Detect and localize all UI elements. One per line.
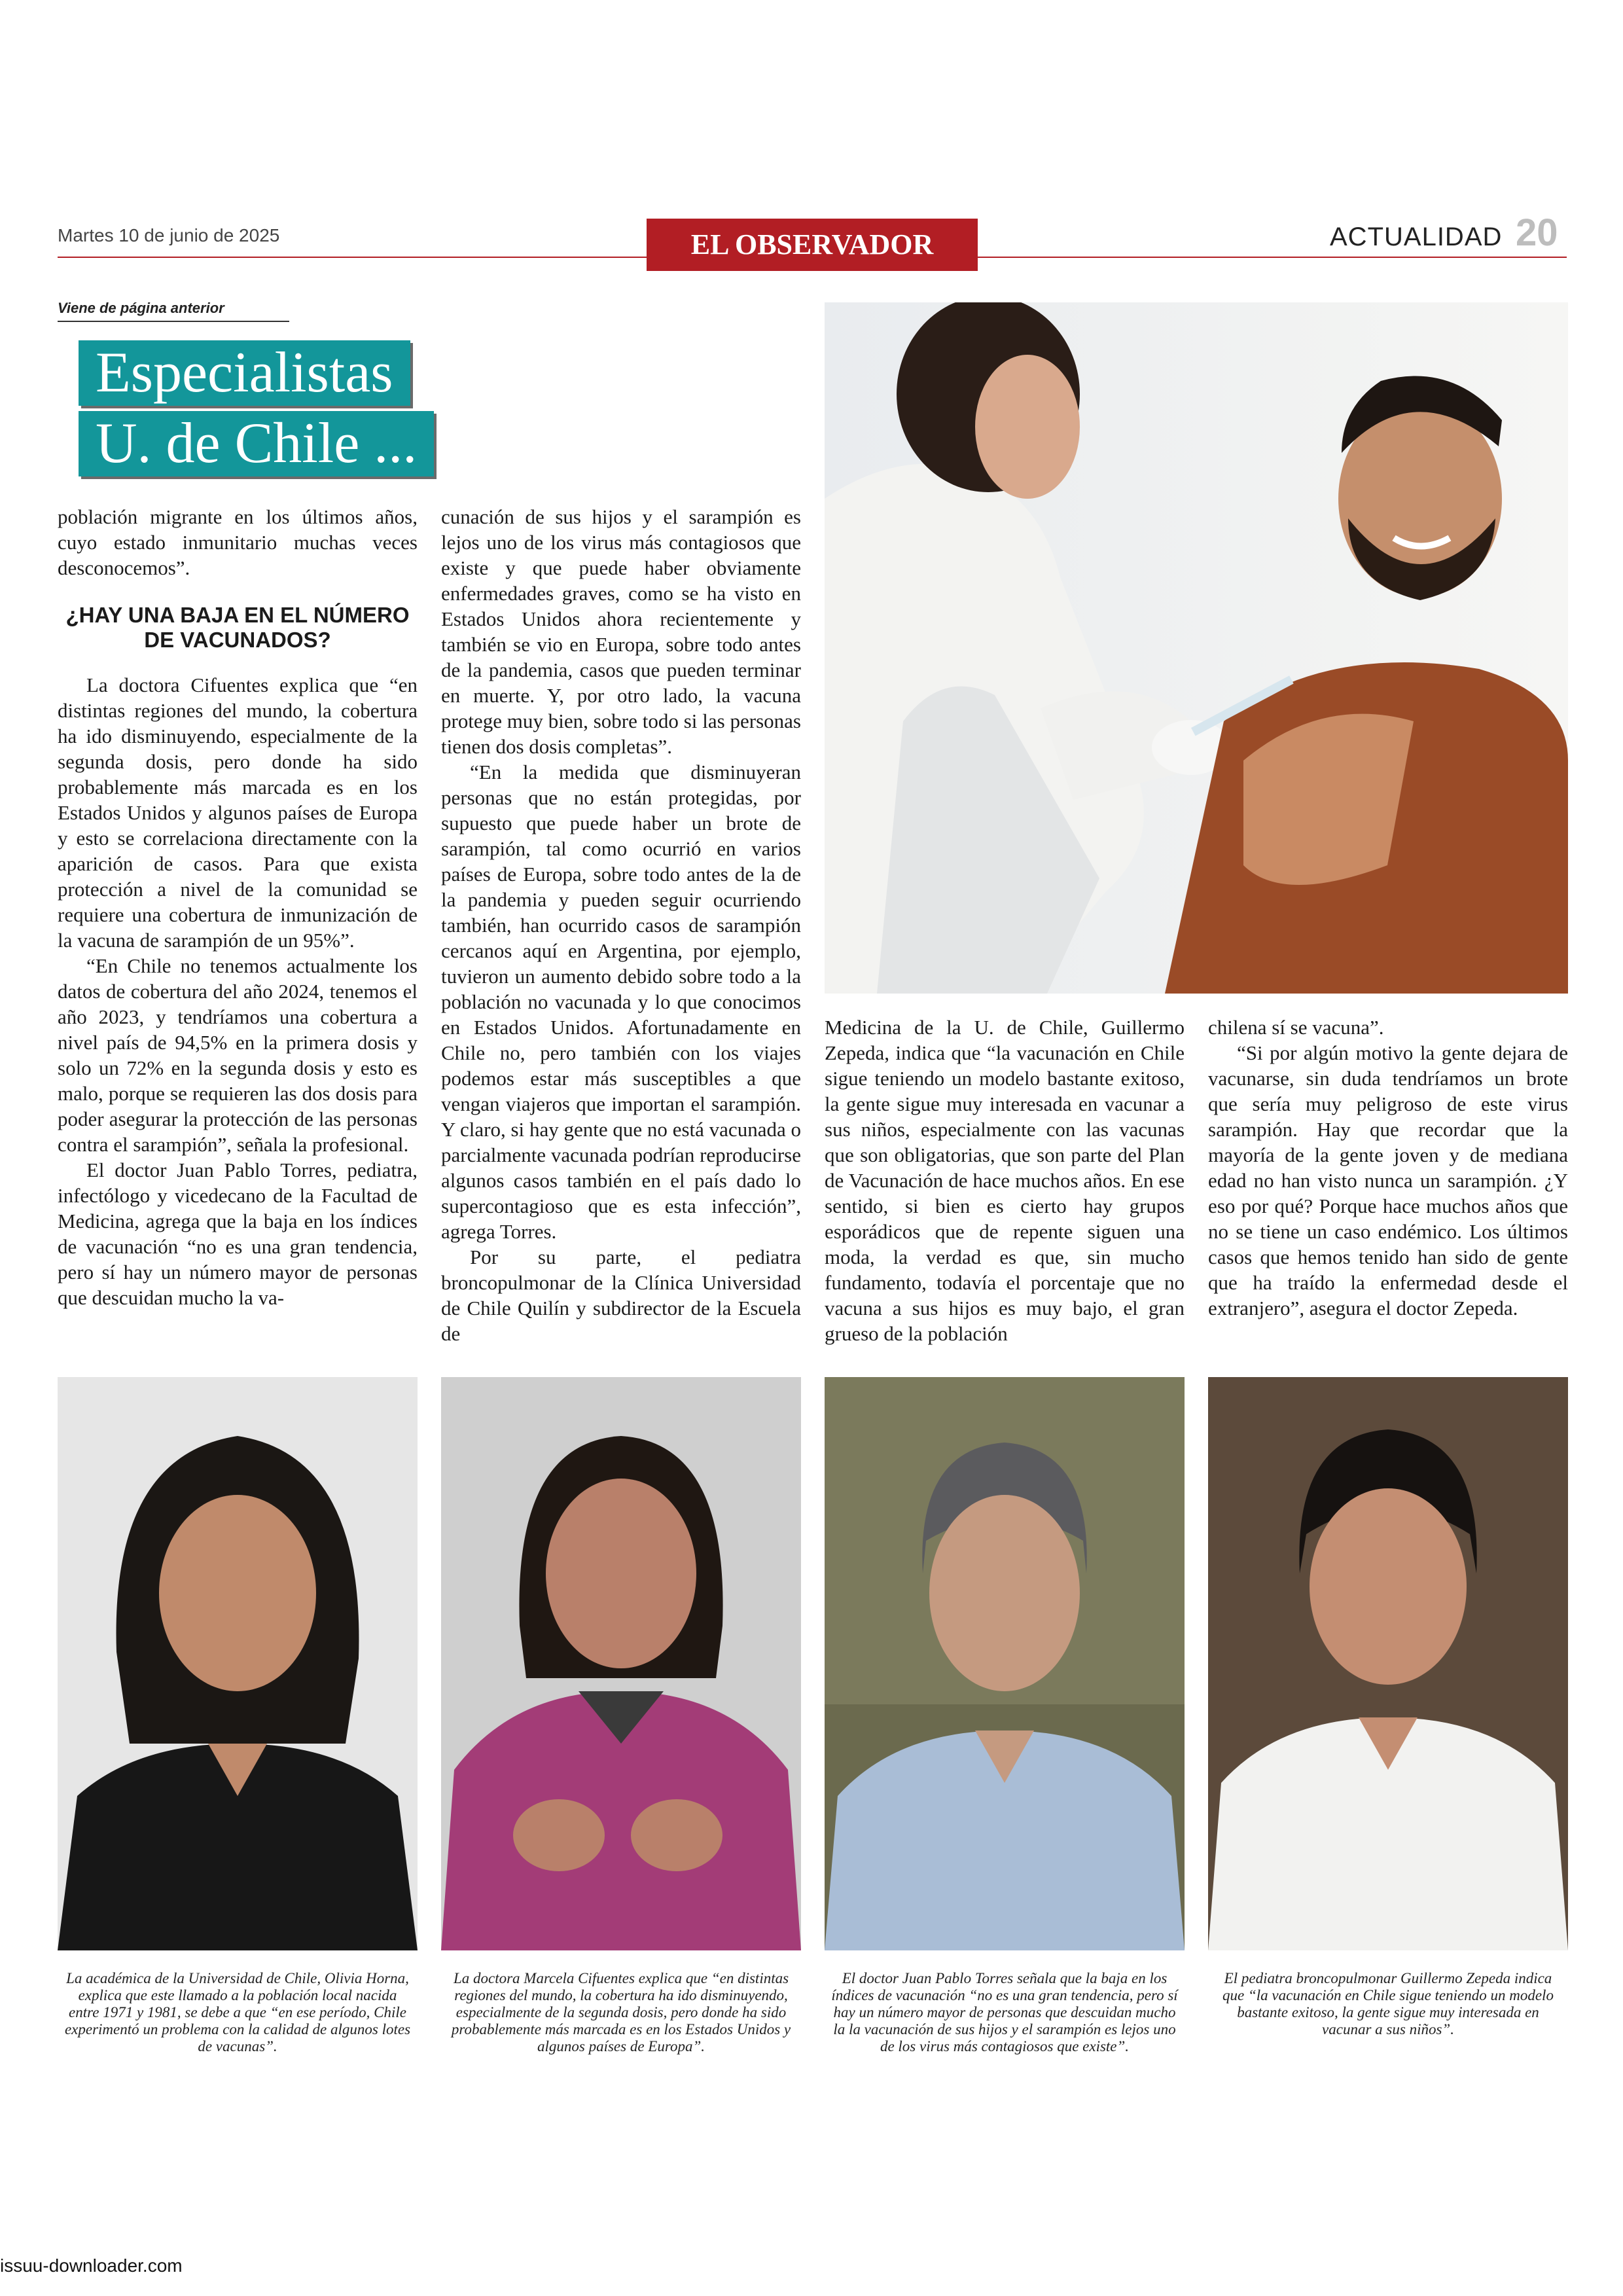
portrait-olivia-horna: [58, 1377, 418, 1950]
column3-paragraph-1: Medicina de la U. de Chile, Guillermo Zepeda, indica que “la vacunación en Chile sigue teniendo un modelo bastante exitoso, la gente sigue muy interesada en vacunar a sus niños, especialmente con las vacunas que son obligatorias, que son parte del Plan de Vacunación de hace muchos años. En ese sentido, si bien es cierto hay grupos esporádicos que de repente siguen una moda, la verdad es que, sin mucho fundamento, todavía el porcentaje que no vacuna a sus hijos es muy bajo, el gran grueso de la población: [825, 1016, 1185, 1345]
portrait-marcela-cifuentes: [441, 1377, 801, 1950]
subheading-vaccination-drop: ¿HAY UNA BAJA EN EL NÚMERO DE VACUNADOS?: [65, 603, 410, 652]
continued-rule: [58, 321, 289, 322]
column4-paragraph-1: chilena sí se vacuna”.: [1208, 1016, 1384, 1039]
portrait-juan-pablo-torres: [825, 1377, 1185, 1950]
vaccination-photo: [825, 302, 1568, 994]
issue-date: Martes 10 de junio de 2025: [58, 225, 280, 245]
caption-juan-pablo-torres: El doctor Juan Pablo Torres señala que la baja en los índices de vacunación “no es una gran tendencia, pero sí hay un número mayor de personas que descuidan mucho la la vacunación de sus hijos y el sarampión es lejos uno de los virus más contagiosos que existe”.: [831, 1970, 1178, 2054]
newspaper-logo: EL OBSERVADOR: [647, 219, 978, 271]
source-watermark: issuu-downloader.com: [0, 2255, 183, 2276]
article-column-3: [825, 1014, 1185, 1346]
column1-paragraph-1: población migrante en los últimos años, cuyo estado inmunitario muchas veces desconocemos”.: [58, 505, 418, 579]
column1-paragraph-3: “En Chile no tenemos actualmente los datos de cobertura del año 2024, tenemos el año 2023, y tendríamos una cobertura a nivel país de 94,5% en la primera dosis y solo un 72% en la segunda dosis y esto es malo, porque se requieren las dos dosis para poder asegurar la protección de las personas contra el sarampión”, señala la profesional.: [58, 954, 418, 1156]
section-label: ACTUALIDAD: [1330, 223, 1503, 251]
column1-paragraph-2: La doctora Cifuentes explica que “en distintas regiones del mundo, la cobertura ha ido disminuyendo, especialmente de la segunda dosis, pero donde ha sido probablemente más marcada es en los Estados Unidos y algunos países de Europa y esto se correlaciona directamente con la aparición de casos. Para que exista protección a nivel de la comunidad se requiere una cobertura de inmunización de la vacuna de sarampión de un 95%”.: [58, 673, 418, 952]
caption-guillermo-zepeda: El pediatra broncopulmonar Guillermo Zepeda indica que “la vacunación en Chile sigue teniendo un modelo bastante exitoso, la gente sigue muy interesada en vacunar a sus niños”.: [1222, 1970, 1554, 2037]
column2-paragraph-2: “En la medida que disminuyeran personas que no están protegidas, por supuesto que puede haber un brote de sarampión, tal como ocurrió en varios países de Europa, sobre todo antes de la de la pandemia y pueden seguir ocurriendo también, han ocurrido casos de sarampión cercanos aquí en Argentina, por ejemplo, tuvieron un aumento debido sobre todo a la población no vacunada y lo que conocimos en Estados Unidos. Afortunadamente en Chile no, pero también con los viajes podemos estar más susceptibles a que vengan viajeros que importan el sarampión. Y claro, si hay gente que no está vacunada o parcialmente vacunada podrían reproducirse algunos casos también en el país dado lo supercontagioso que es esta infección”, agrega Torres.: [441, 761, 801, 1243]
caption-marcela-cifuentes: La doctora Marcela Cifuentes explica que “en distintas regiones del mundo, la cobertura ha ido disminuyendo, especialmente de la segunda dosis, pero donde ha sido probablemente más marcada es en los Estados Unidos y algunos países de Europa”.: [451, 1970, 791, 2054]
page-number: 20: [1516, 211, 1558, 254]
article-column-2: [441, 504, 801, 1346]
column4-paragraph-2: “Si por algún motivo la gente dejara de vacunarse, sin duda tendríamos un brote que sería muy peligroso de este virus sarampión. Hay que recordar que la mayoría de la gente joven y de mediana edad no han visto nunca un sarampión. ¿Y eso por qué? Porque hace muchos años que no se tiene un caso endémico. Los últimos casos que hemos tenido han sido de gente que ha traído la enfermedad desde el extranjero”, asegura el doctor Zepeda.: [1208, 1041, 1568, 1319]
column2-paragraph-1: cunación de sus hijos y el sarampión es lejos uno de los virus más contagiosos que existe y que puede haber obviamente enfermedades graves, como se ha visto en Estados Unidos ahora recientemente y también se vio en Europa, sobre todo antes de la pandemia, casos que pueden terminar en muerte. Y, por otro lado, la vacuna protege muy bien, sobre todo si las personas tienen dos dosis completas”.: [441, 505, 801, 758]
article-column-4: [1208, 1014, 1568, 1321]
column1-paragraph-4: El doctor Juan Pablo Torres, pediatra, infectólogo y vicedecano de la Facultad de Medicina, agrega que la baja en los índices de vacunación “no es una gran tendencia, pero sí hay un número mayor de personas que descuidan mucho la va-: [58, 1158, 418, 1309]
caption-olivia-horna: La académica de la Universidad de Chile, Olivia Horna, explica que este llamado a la población local nacida entre 1971 y 1981, se debe a que “en ese período, Chile experimentó un problema con la calidad de algunos lotes de vacunas”.: [64, 1970, 411, 2054]
column2-paragraph-3: Por su parte, el pediatra broncopulmonar de la Clínica Universidad de Chile Quilín y subdirector de la Escuela de: [441, 1246, 801, 1345]
portrait-guillermo-zepeda: [1208, 1377, 1568, 1950]
article-column-1: [58, 504, 418, 1310]
continued-label: Viene de página anterior: [58, 300, 224, 316]
article-title-line-1: Especialistas: [79, 340, 410, 406]
article-title-line-2: U. de Chile ...: [79, 411, 434, 476]
